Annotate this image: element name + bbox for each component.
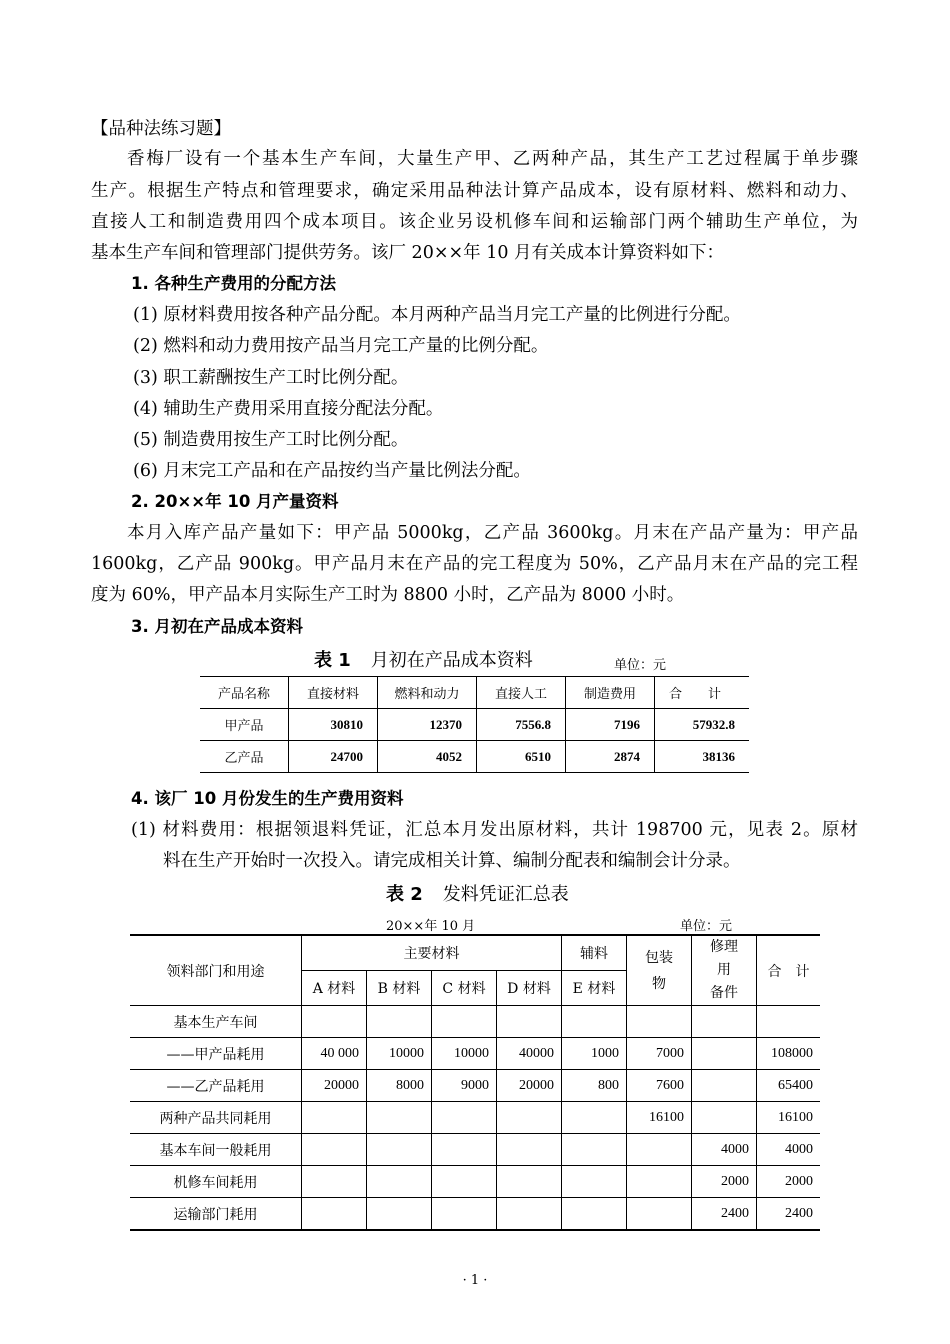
header-repair-parts (692, 935, 757, 1006)
cell (692, 1102, 757, 1134)
cell (497, 1006, 562, 1038)
cell (367, 1102, 432, 1134)
cell: 4000 (757, 1134, 821, 1166)
cell (692, 1006, 757, 1038)
row-label: 两种产品共同耗用 (130, 1102, 302, 1134)
cell: 7000 (627, 1038, 692, 1070)
cell: 7196 (566, 709, 655, 741)
cell: 108000 (757, 1038, 821, 1070)
cell: 38136 (655, 741, 750, 773)
cell (367, 1134, 432, 1166)
header-product-name: 产品名称 (200, 677, 289, 709)
row-label: ——乙产品耗用 (130, 1070, 302, 1102)
table2-caption-number: 表 2 (386, 884, 423, 905)
table1-caption-text: 月初在产品成本资料 (370, 650, 533, 671)
section1-item-3: (3) 职工薪酬按生产工时比例分配。 (133, 368, 409, 388)
page-number: · 1 · (462, 1273, 488, 1288)
cell: 2400 (757, 1198, 821, 1231)
cell (497, 1166, 562, 1198)
cell: 10000 (432, 1038, 497, 1070)
table-header-row (200, 677, 749, 709)
cell: 2874 (566, 741, 655, 773)
cell: 2400 (692, 1198, 757, 1231)
cell: 8000 (367, 1070, 432, 1102)
section4-item1-line-1: (1) 材料费用：根据领退料凭证，汇总本月发出原材料，共计 198700 元，见表 2。原材 (131, 820, 858, 840)
intro-line-4: 基本生产车间和管理部门提供劳务。该厂 20××年 10 月有关成本计算资料如下： (91, 243, 725, 263)
cell (562, 1006, 627, 1038)
cell: 800 (562, 1070, 627, 1102)
cell (627, 1134, 692, 1166)
intro-line-3: 直接人工和制造费用四个成本项目。该企业另设机修车间和运输部门两个辅助生产单位，为 (91, 212, 858, 232)
section2-heading: 2. 20××年 10 月产量资料 (131, 492, 339, 511)
header-repair-line-1: 修理 (710, 939, 738, 955)
header-repair-line-2: 用 (717, 962, 731, 978)
exercise-title: 【品种法练习题】 (91, 119, 231, 139)
cell: 2000 (757, 1166, 821, 1198)
cell (432, 1102, 497, 1134)
cell: 10000 (367, 1038, 432, 1070)
cell: 40 000 (302, 1038, 367, 1070)
cell: 乙产品 (200, 741, 289, 773)
cell: 1000 (562, 1038, 627, 1070)
section1-item-1: (1) 原材料费用按各种产品分配。本月两种产品当月完工产量的比例进行分配。 (133, 305, 741, 325)
header-fuel-power: 燃料和动力 (378, 677, 477, 709)
cell (562, 1166, 627, 1198)
header-material-b: B 材料 (367, 971, 432, 1006)
cell (497, 1198, 562, 1231)
section2-line-2: 1600kg，乙产品 900kg。甲产品月末在产品的完工程度为 50%，乙产品月末在产品的完工程 (91, 554, 858, 574)
table-row (130, 1038, 820, 1070)
header-direct-labor: 直接人工 (477, 677, 566, 709)
table2-unit: 单位：元 (680, 919, 733, 934)
cell (432, 1198, 497, 1231)
cell (692, 1038, 757, 1070)
table1-caption (314, 646, 533, 672)
row-label: 基本车间一般耗用 (130, 1134, 302, 1166)
cell (302, 1166, 367, 1198)
cell (627, 1166, 692, 1198)
header-total: 合 计 (655, 677, 750, 709)
section4-item1-line-2: 料在生产开始时一次投入。请完成相关计算、编制分配表和编制会计分录。 (163, 851, 741, 871)
header-packaging-line-1: 包装 (645, 949, 673, 966)
row-label: 机修车间耗用 (130, 1166, 302, 1198)
header-repair-line-3: 备件 (710, 985, 738, 1001)
section1-item-2: (2) 燃料和动力费用按产品当月完工产量的比例分配。 (133, 336, 549, 356)
cell (432, 1006, 497, 1038)
cell: 20000 (497, 1070, 562, 1102)
cell: 65400 (757, 1070, 821, 1102)
table2-caption-text: 发料凭证汇总表 (442, 884, 569, 905)
table-row (200, 741, 749, 773)
cell (302, 1006, 367, 1038)
opening-wip-cost-table (200, 676, 749, 773)
cell: 6510 (477, 741, 566, 773)
header-dept-usage: 领料部门和用途 (130, 935, 302, 1006)
header-material-a: A 材料 (302, 971, 367, 1006)
header-total: 合 计 (757, 935, 821, 1006)
cell: 20000 (302, 1070, 367, 1102)
table-row (130, 1006, 820, 1038)
header-direct-material: 直接材料 (289, 677, 378, 709)
table-row (200, 709, 749, 741)
cell (562, 1198, 627, 1231)
cell (367, 1198, 432, 1231)
header-overhead: 制造费用 (566, 677, 655, 709)
cell (627, 1198, 692, 1231)
header-packaging-line-2: 物 (652, 975, 666, 992)
table2-caption (386, 880, 569, 906)
section2-line-3: 度为 60%，甲产品本月实际生产工时为 8800 小时，乙产品为 8000 小时。 (91, 585, 685, 605)
cell (692, 1070, 757, 1102)
cell (432, 1166, 497, 1198)
cell (562, 1102, 627, 1134)
cell: 4000 (692, 1134, 757, 1166)
table-row (130, 1166, 820, 1198)
cell (497, 1134, 562, 1166)
cell (432, 1134, 497, 1166)
cell: 30810 (289, 709, 378, 741)
section1-item-5: (5) 制造费用按生产工时比例分配。 (133, 430, 409, 450)
cell: 9000 (432, 1070, 497, 1102)
cell: 12370 (378, 709, 477, 741)
table-header-row (130, 935, 820, 971)
cell: 16100 (757, 1102, 821, 1134)
table-row (130, 1102, 820, 1134)
cell: 40000 (497, 1038, 562, 1070)
section4-heading: 4. 该厂 10 月份发生的生产费用资料 (131, 789, 404, 808)
cell (302, 1102, 367, 1134)
cell: 7600 (627, 1070, 692, 1102)
table1-caption-number: 表 1 (314, 650, 351, 671)
section1-heading: 1. 各种生产费用的分配方法 (131, 274, 336, 293)
cell (302, 1198, 367, 1231)
cell (367, 1006, 432, 1038)
cell: 4052 (378, 741, 477, 773)
header-material-c: C 材料 (432, 971, 497, 1006)
cell (497, 1102, 562, 1134)
material-issue-summary-table (130, 934, 820, 1231)
section1-item-6: (6) 月末完工产品和在产品按约当产量比例法分配。 (133, 461, 531, 481)
table1-unit: 单位：元 (614, 658, 667, 673)
cell: 57932.8 (655, 709, 750, 741)
row-label: 运输部门耗用 (130, 1198, 302, 1231)
cell: 24700 (289, 741, 378, 773)
cell: 16100 (627, 1102, 692, 1134)
cell (367, 1166, 432, 1198)
cell: 2000 (692, 1166, 757, 1198)
intro-line-2: 生产。根据生产特点和管理要求，确定采用品种法计算产品成本，设有原材料、燃料和动力、 (91, 181, 858, 201)
table2-date: 20××年 10 月 (386, 919, 476, 934)
header-material-e: E 材料 (562, 971, 627, 1006)
table-row (130, 1198, 820, 1231)
section3-heading: 3. 月初在产品成本资料 (131, 617, 303, 636)
header-packaging (627, 935, 692, 1006)
cell (757, 1006, 821, 1038)
row-label: ——甲产品耗用 (130, 1038, 302, 1070)
intro-line-1: 香梅厂设有一个基本生产车间，大量生产甲、乙两种产品，其生产工艺过程属于单步骤 (127, 149, 858, 169)
row-label: 基本生产车间 (130, 1006, 302, 1038)
section2-line-1: 本月入库产品产量如下：甲产品 5000kg，乙产品 3600kg。月末在产品产量为：甲产品 (127, 523, 858, 543)
header-material-d: D 材料 (497, 971, 562, 1006)
table-row (130, 1070, 820, 1102)
cell (627, 1006, 692, 1038)
header-auxiliary: 辅料 (562, 935, 627, 971)
section1-item-4: (4) 辅助生产费用采用直接分配法分配。 (133, 399, 444, 419)
cell (302, 1134, 367, 1166)
header-main-material: 主要材料 (302, 935, 562, 971)
table-row (130, 1134, 820, 1166)
cell (562, 1134, 627, 1166)
cell: 甲产品 (200, 709, 289, 741)
cell: 7556.8 (477, 709, 566, 741)
